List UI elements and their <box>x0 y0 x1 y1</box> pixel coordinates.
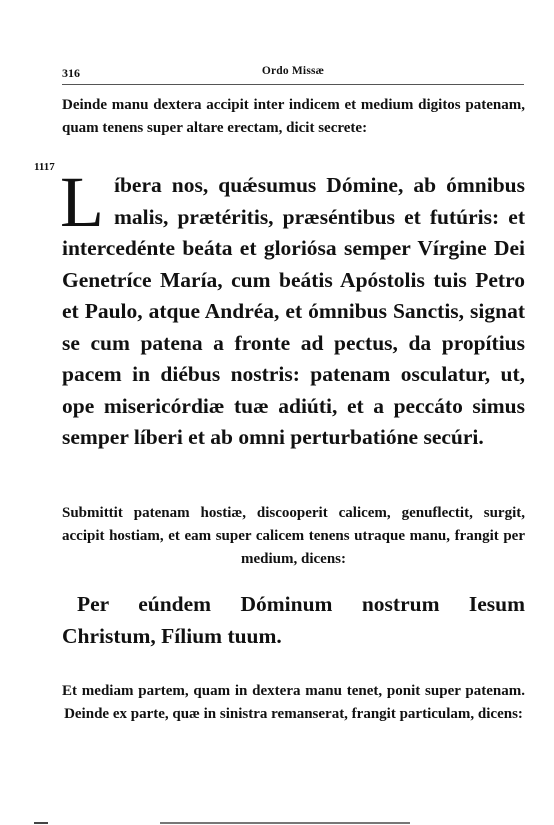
drop-cap-initial: L <box>60 162 104 242</box>
running-title: Ordo Missæ <box>261 65 325 77</box>
prayer-text: íbera nos, quǽsumus Dómine, ab ómnibus malis, prætéritis, præséntibus et futúris: et intercedénte beáta et gloriósa semper Vírgine Dei Genetríce María, cum beátis Apóstolis tuis Petro et Paulo, atque Andréa, et ómnibus Sanctis, signat se cum patena a fronte ad pectus, da propítius pacem in diébus nostris: patenam osculatur, ut, ope misericórdiæ tuæ adiúti, et a peccáto simus semper líberi et ab omni perturbatióne secúri. <box>62 173 525 449</box>
header-rule <box>62 84 524 85</box>
rubric-paragraph: Et mediam partem, quam in dextera manu tenet, ponit super patenam. Deinde ex parte, quæ in sinistra remanserat, frangit particulam, dicens: <box>62 683 525 722</box>
margin-reference-number: 1117 <box>34 161 55 173</box>
rubric-paragraph: Deinde manu dextera accipit inter indicem et medium digitos patenam, quam tenens super altare erectam, dicit secrete: <box>62 97 525 136</box>
footer-rule <box>160 822 410 824</box>
prayer-per-eundem: Per eúndem Dóminum nostrum Iesum Christum, Fílium tuum. <box>62 592 525 648</box>
prayer-libera-nos <box>60 162 525 454</box>
rubric-paragraph: Submittit patenam hostiæ, discooperit calicem, genuflectit, surgit, accipit hostiam, et eam super calicem tenens utraque manu, frangit per medium, dicens: <box>62 505 525 567</box>
footer-mark <box>34 822 48 824</box>
page-number: 316 <box>62 66 80 80</box>
running-head <box>62 62 524 84</box>
